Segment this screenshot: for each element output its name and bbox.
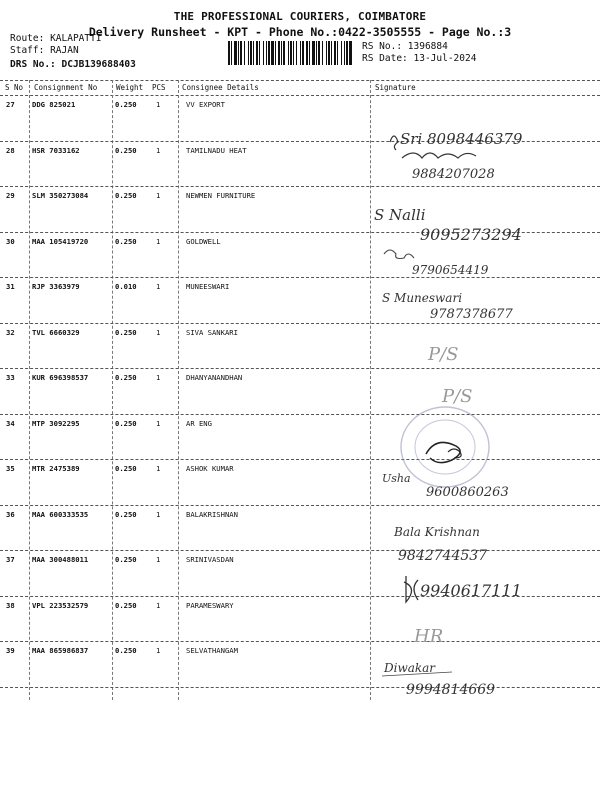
col-divider — [112, 80, 113, 700]
barcode-bar — [238, 41, 239, 65]
row-sno: 35 — [6, 464, 15, 473]
row-pcs: 1 — [156, 418, 161, 428]
row-consignee: SRINIVASDAN — [186, 555, 234, 564]
signature-row-30 — [384, 250, 489, 277]
row-weight: 0.250 — [115, 327, 137, 337]
rs-no-label: RS No.: — [362, 41, 403, 52]
row-consignee: GOLDWELL — [186, 236, 221, 246]
row-sno: 36 — [6, 509, 15, 519]
signature-row-33 — [441, 386, 473, 407]
row-consignee: PARAMESWARY — [186, 600, 234, 610]
barcode-bar — [256, 41, 258, 65]
row-pcs: 1 — [156, 236, 161, 246]
signature-handwriting: 9842744537 — [398, 548, 488, 564]
row-consignment-no: MAA 105419720 — [32, 236, 89, 246]
col-header-pcs: PCS — [152, 83, 166, 92]
rs-date-field — [362, 53, 476, 64]
barcode-bar — [290, 41, 292, 65]
signature-handwriting: P/S — [428, 344, 459, 365]
drs-field — [10, 59, 136, 70]
row-sno: 39 — [6, 646, 15, 655]
signature-handwriting: Diwakar — [384, 661, 436, 675]
runsheet-subtitle: Delivery Runsheet - KPT - Phone No.:0422-3505555 - Page No.:3 — [88, 25, 512, 39]
barcode-bar — [302, 41, 304, 65]
row-consignee: NEWMEN FURNITURE — [186, 191, 256, 200]
row-sno: 38 — [6, 600, 15, 610]
row-weight: 0.250 — [115, 555, 137, 564]
col-header-consignment: Consignment No — [34, 83, 98, 92]
route-label: Route: — [10, 33, 45, 44]
col-header-signature: Signature — [375, 83, 416, 92]
row-consignment-no: MAA 865986837 — [32, 646, 89, 655]
barcode-bar — [253, 41, 254, 65]
staff-value: RAJAN — [50, 45, 79, 56]
row-weight: 0.010 — [115, 282, 137, 291]
signature-row-37 — [404, 576, 522, 602]
barcode-bar — [271, 41, 274, 65]
row-weight: 0.250 — [115, 145, 137, 155]
barcode-bar — [288, 41, 289, 65]
row-sno: 28 — [6, 145, 15, 155]
signature-handwriting: 9095273294 — [420, 225, 522, 244]
row-consignment-no: MTP 3092295 — [32, 418, 80, 428]
row-consignment-no: MAA 300488011 — [32, 555, 89, 564]
signature-handwriting: HR — [414, 626, 444, 647]
barcode-bar — [318, 41, 320, 65]
barcode-bar — [234, 41, 237, 65]
signature-handwriting: S Nalli — [374, 206, 426, 224]
row-pcs: 1 — [156, 191, 161, 200]
row-weight: 0.250 — [115, 464, 137, 473]
barcode-bar — [300, 41, 301, 65]
row-consignment-no: MAA 600333535 — [32, 509, 89, 519]
row-consignee: SELVATHANGAM — [186, 646, 238, 655]
barcode-bar — [283, 41, 285, 65]
signature-handwriting: 9787378677 — [430, 307, 513, 322]
barcode-bar — [344, 41, 345, 65]
barcode-bar — [349, 41, 352, 65]
barcode-bar — [275, 41, 276, 65]
signature-row-36 — [393, 525, 487, 564]
row-pcs: 1 — [156, 464, 161, 473]
row-weight: 0.250 — [115, 100, 137, 109]
barcode-bar — [346, 41, 348, 65]
barcode-bar — [316, 41, 317, 65]
signature-row-29 — [374, 206, 522, 244]
signature-row-32 — [427, 344, 459, 365]
row-pcs: 1 — [156, 600, 161, 610]
row-weight: 0.250 — [115, 373, 137, 382]
barcode-bar — [296, 41, 297, 65]
rs-date-value: 13-Jul-2024 — [413, 53, 477, 64]
row-pcs: 1 — [156, 509, 161, 519]
row-consignee: BALAKRISHNAN — [186, 509, 238, 519]
rs-no-value: 1396884 — [407, 41, 448, 52]
row-consignee: AR ENG — [186, 418, 212, 428]
drs-label: DRS No.: — [10, 59, 56, 70]
row-consignee: ASHOK KUMAR — [186, 464, 234, 473]
signature-area — [372, 120, 598, 710]
signature-handwriting: 9790654419 — [412, 263, 489, 277]
row-consignee: TAMILNADU HEAT — [186, 145, 247, 155]
row-weight: 0.250 — [115, 236, 137, 246]
row-pcs: 1 — [156, 555, 161, 564]
row-consignee: SIVA SANKARI — [186, 327, 238, 337]
barcode-bar — [244, 41, 245, 65]
row-consignment-no: VPL 223532579 — [32, 600, 89, 610]
row-pcs: 1 — [156, 373, 161, 382]
barcode-bar — [326, 41, 327, 65]
row-consignee: DHANYANANDHAN — [186, 373, 243, 382]
row-consignment-no: SLM 350273084 — [32, 191, 89, 200]
barcode-bar — [250, 41, 252, 65]
route-field — [10, 33, 102, 44]
row-sno: 32 — [6, 327, 15, 337]
signature-handwriting: Bala Krishnan — [394, 525, 480, 539]
drs-value: DCJB139688403 — [61, 59, 136, 70]
col-divider — [370, 80, 371, 700]
signature-handwriting: S Muneswari — [382, 291, 463, 305]
signature-row-28 — [390, 130, 523, 182]
staff-field — [10, 45, 79, 56]
row-sno: 30 — [6, 236, 15, 246]
signature-row-35 — [382, 472, 509, 500]
row-consignee: VV EXPORT — [186, 100, 225, 109]
row-weight: 0.250 — [115, 646, 137, 655]
col-header-sno: S No — [5, 83, 24, 92]
signature-handwriting: 9600860263 — [426, 485, 509, 500]
row-pcs: 1 — [156, 327, 161, 337]
col-divider — [29, 80, 30, 700]
row-consignment-no: TVL 6660329 — [32, 327, 80, 337]
barcode-bar — [328, 41, 330, 65]
col-header-consignee: Consignee Details — [182, 83, 259, 92]
barcode-bar — [337, 41, 338, 65]
barcode-bar — [309, 41, 310, 65]
signature-row-38 — [413, 626, 443, 647]
barcode-image — [228, 41, 352, 65]
row-sno: 37 — [6, 555, 15, 564]
staff-label: Staff: — [10, 45, 45, 56]
table-top-rule — [0, 80, 600, 81]
signature-handwriting: 9940617111 — [420, 581, 522, 600]
barcode-bar — [331, 41, 332, 65]
row-weight: 0.250 — [115, 418, 137, 428]
barcode-bar — [259, 41, 260, 65]
row-pcs: 1 — [156, 282, 161, 291]
barcode-bar — [312, 41, 315, 65]
row-weight: 0.250 — [115, 191, 137, 200]
barcode-bar — [293, 41, 294, 65]
rs-date-label: RS Date: — [362, 53, 408, 64]
col-divider — [178, 80, 179, 700]
signature-handwriting: Usha — [382, 472, 411, 485]
signature-row-31 — [382, 291, 513, 322]
row-consignment-no: MTR 2475389 — [32, 464, 80, 473]
row-sno: 29 — [6, 191, 15, 200]
table-header-rule — [0, 95, 600, 96]
row-sno: 34 — [6, 418, 15, 428]
barcode-bar — [231, 41, 232, 65]
row-consignment-no: KUR 696398537 — [32, 373, 89, 382]
barcode-bar — [268, 41, 270, 65]
barcode-bar — [278, 41, 280, 65]
barcode-bar — [306, 41, 308, 65]
rs-no-field — [362, 41, 448, 52]
row-pcs: 1 — [156, 145, 161, 155]
barcode-bar — [334, 41, 336, 65]
row-pcs: 1 — [156, 646, 161, 655]
barcode-bar — [248, 41, 249, 65]
signature-handwriting: 9884207028 — [412, 167, 495, 182]
row-consignment-no: RJP 3363979 — [32, 282, 80, 291]
row-weight: 0.250 — [115, 600, 137, 610]
barcode-bar — [228, 41, 230, 65]
barcode-bar — [266, 41, 267, 65]
row-sno: 31 — [6, 282, 15, 291]
signature-row-39 — [382, 661, 495, 698]
row-pcs: 1 — [156, 100, 161, 109]
route-value: KALAPATTI — [50, 33, 102, 44]
signature-handwriting: Sri 8098446379 — [400, 130, 523, 148]
barcode-bar — [341, 41, 342, 65]
barcode-bar — [263, 41, 264, 65]
row-sno: 27 — [6, 100, 15, 109]
row-consignee: MUNEESWARI — [186, 282, 230, 291]
barcode-bar — [240, 41, 242, 65]
row-consignment-no: DDG 825021 — [32, 100, 76, 109]
col-header-weight: Weight — [116, 83, 144, 92]
signature-handwriting: 9994814669 — [406, 682, 496, 698]
barcode-bar — [322, 41, 323, 65]
barcode-bar — [281, 41, 282, 65]
row-weight: 0.250 — [115, 509, 137, 519]
row-consignment-no: HSR 7033162 — [32, 145, 80, 155]
row-sno: 33 — [6, 373, 15, 382]
runsheet-company-title: THE PROFESSIONAL COURIERS, COIMBATORE — [173, 10, 427, 23]
signature-handwriting: P/S — [442, 386, 473, 407]
